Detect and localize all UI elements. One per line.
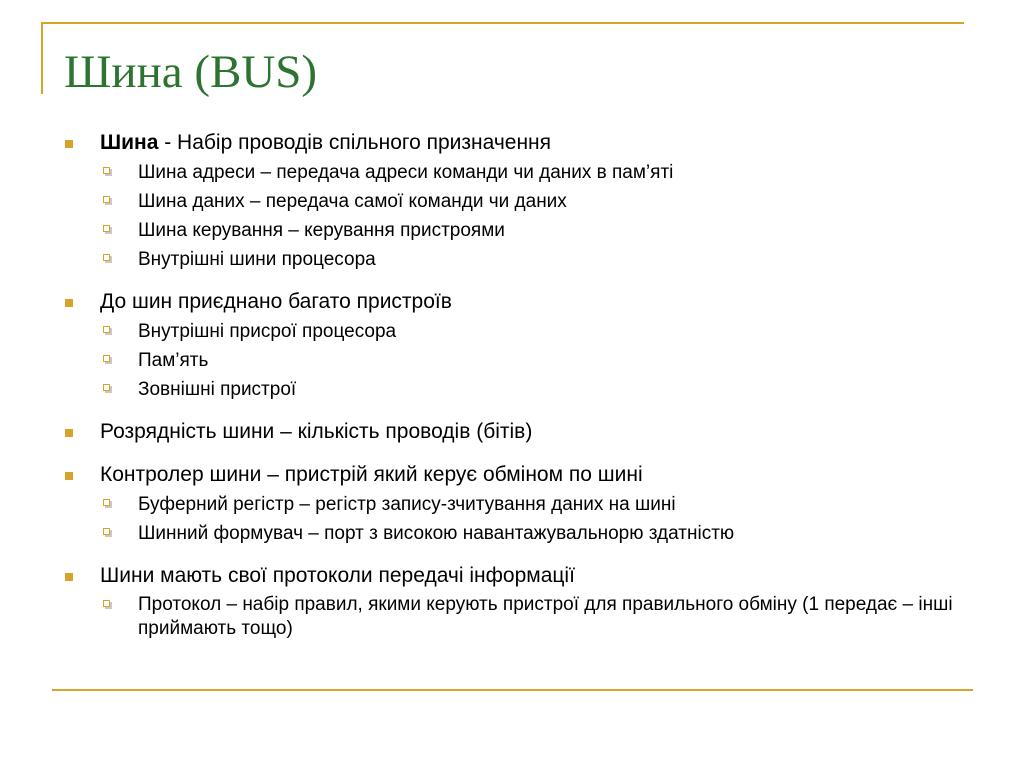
hollow-square-bullet-icon — [103, 600, 110, 607]
sub-bullet-item — [100, 245, 964, 274]
sub-bullet-list — [100, 591, 964, 641]
sub-bullet-item — [100, 346, 964, 375]
sub-bullet-text: Протокол – набір правил, якими керують пристрої для правильного обміну (1 передає – інші приймають тощо) — [138, 594, 953, 639]
hollow-square-bullet-icon — [103, 355, 110, 362]
hollow-square-bullet-icon — [103, 225, 110, 232]
square-bullet-icon — [65, 429, 73, 437]
sub-bullet-item — [100, 375, 964, 404]
hollow-square-bullet-icon — [103, 499, 110, 506]
sub-bullet-item — [100, 216, 964, 245]
bullet-item — [64, 128, 964, 274]
hollow-square-bullet-icon — [103, 254, 110, 261]
sub-bullet-text: Пам’ять — [138, 350, 209, 371]
sub-bullet-item — [100, 490, 964, 519]
sub-bullet-item — [100, 187, 964, 216]
footer-line — [52, 689, 973, 691]
square-bullet-icon — [65, 299, 73, 307]
bullet-text — [100, 131, 551, 154]
hollow-square-bullet-icon — [103, 196, 110, 203]
frame-top-line — [41, 22, 964, 24]
sub-bullet-text: Шина адреси – передача адреси команди чи даних в пам’яті — [138, 162, 674, 183]
bullet-item — [64, 287, 964, 404]
sub-bullet-item — [100, 317, 964, 346]
bullet-item — [64, 460, 964, 548]
hollow-square-bullet-icon — [103, 167, 110, 174]
bullet-text: Шини мають свої протоколи передачі інформації — [100, 564, 575, 587]
hollow-square-bullet-icon — [103, 528, 110, 535]
sub-bullet-text: Шина даних – передача самої команди чи даних — [138, 191, 567, 212]
square-bullet-icon — [65, 573, 73, 581]
bullet-rest: - Набір проводів спільного призначення — [158, 131, 552, 154]
sub-bullet-text: Внутрішні шини процесора — [138, 249, 376, 270]
sub-bullet-list — [100, 317, 964, 404]
sub-bullet-list — [100, 490, 964, 548]
sub-bullet-text: Шинний формувач – порт з високою навантажувальнорю здатністю — [138, 523, 735, 544]
bullet-text: Розрядність шини – кількість проводів (бітів) — [100, 420, 533, 443]
sub-bullet-item — [100, 158, 964, 187]
square-bullet-icon — [65, 472, 73, 480]
frame-left-line — [41, 22, 43, 94]
sub-bullet-text: Буферний регістр – регістр запису-зчитування даних на шині — [138, 494, 676, 515]
sub-bullet-item — [100, 591, 964, 641]
slide-body — [64, 128, 964, 641]
square-bullet-icon — [65, 140, 73, 148]
bullet-text: До шин приєднано багато пристроїв — [100, 290, 452, 313]
sub-bullet-text: Шина керування – керування пристроями — [138, 220, 505, 241]
bullet-item — [64, 417, 964, 447]
sub-bullet-item — [100, 519, 964, 548]
sub-bullet-list — [100, 158, 964, 274]
bullet-list — [64, 128, 964, 641]
bullet-bold-lead: Шина — [100, 131, 159, 154]
hollow-square-bullet-icon — [103, 384, 110, 391]
bullet-item — [64, 561, 964, 641]
bullet-text: Контролер шини – пристрій який керує обміном по шині — [100, 463, 643, 486]
slide-title: Шина (BUS) — [64, 46, 318, 98]
sub-bullet-text: Зовнішні пристрої — [138, 379, 297, 400]
sub-bullet-text: Внутрішні присрої процесора — [138, 321, 397, 342]
hollow-square-bullet-icon — [103, 326, 110, 333]
